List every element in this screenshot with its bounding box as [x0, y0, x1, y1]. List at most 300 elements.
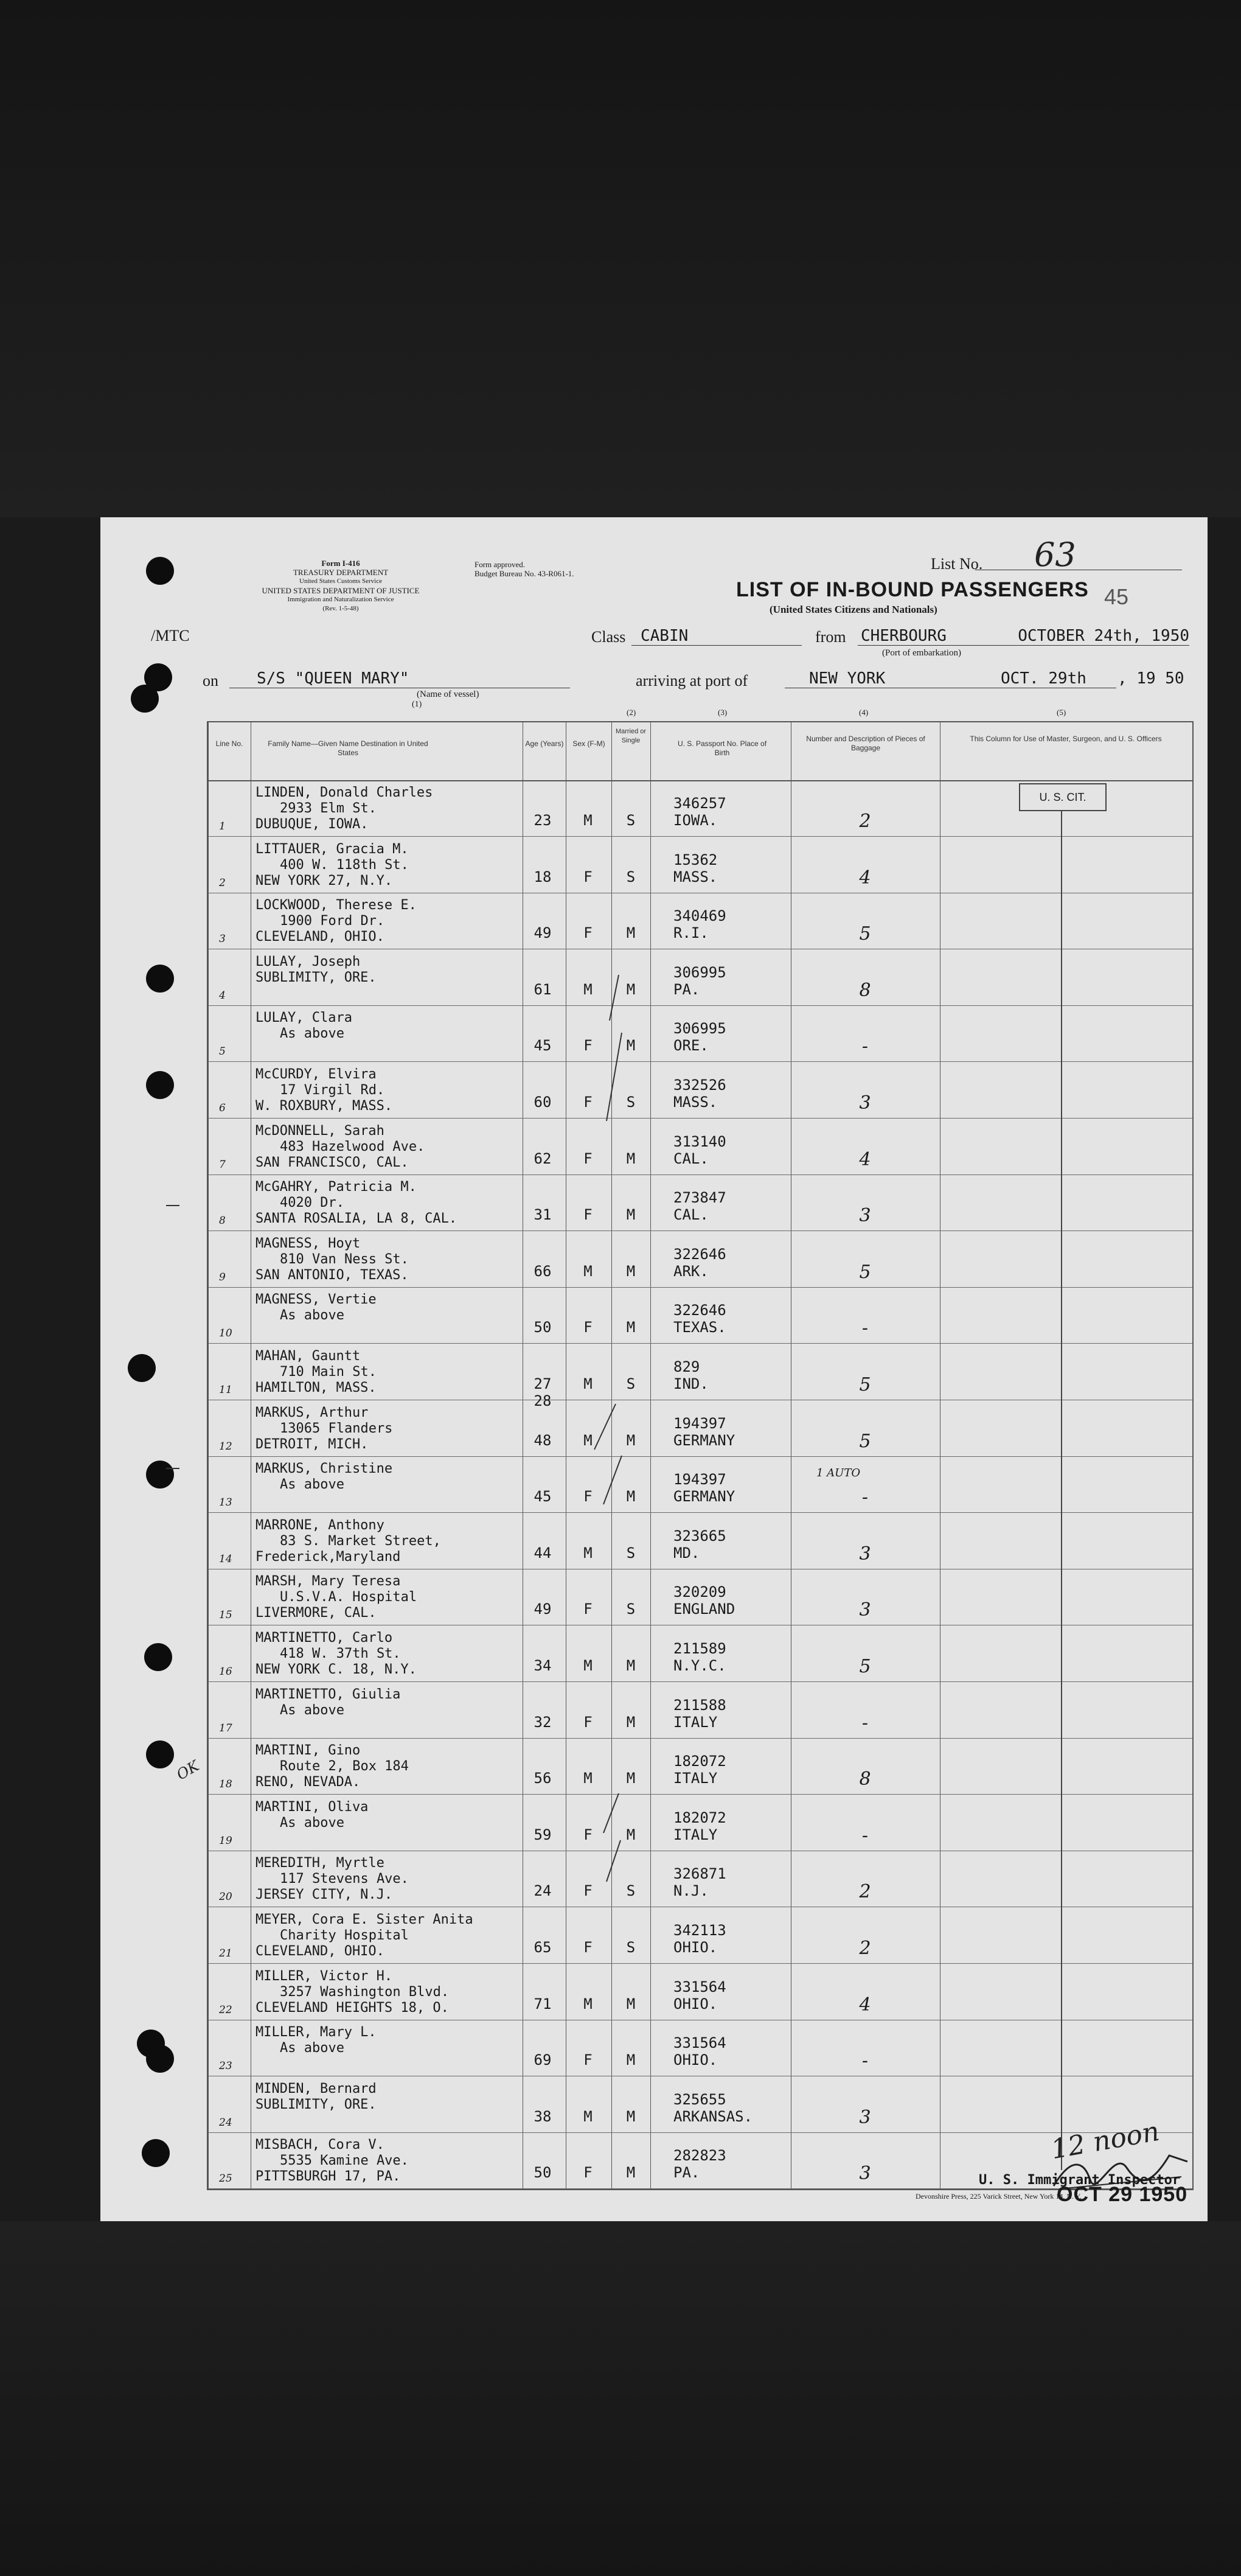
passport-number: 326871 [673, 1865, 726, 1883]
passenger-name: LITTAUER, Gracia M. [255, 841, 409, 857]
line-number: 13 [219, 1496, 232, 1509]
passenger-name-cell [255, 2137, 409, 2185]
marital-status: M [626, 1657, 636, 1674]
passport-cell [673, 1922, 726, 1956]
date-stamp: OCT 29 1950 [1057, 2183, 1188, 2206]
age: 32 [534, 1713, 552, 1731]
treasury-dept: TREASURY DEPARTMENT [293, 568, 389, 577]
sex: M [583, 812, 593, 829]
scan-background-bottom [0, 2221, 1241, 2576]
table-row [208, 1907, 1192, 1964]
passenger-name: McGAHRY, Patricia M. [255, 1179, 417, 1195]
place-of-birth: CAL. [673, 1206, 709, 1224]
punch-hole [146, 2045, 174, 2073]
passenger-name: MARRONE, Anthony [255, 1517, 384, 1533]
passenger-name-cell [255, 1687, 400, 1719]
age: 45 [534, 1037, 552, 1055]
place-of-birth: R.I. [673, 924, 709, 942]
approval-line-2: Budget Bureau No. 43-R061-1. [474, 569, 574, 578]
passport-cell [673, 1358, 709, 1392]
address-line-1: 810 Van Ness St. [280, 1251, 409, 1267]
address-line-2: SUBLIMITY, ORE. [255, 2096, 377, 2112]
header-baggage: Number and Description of Pieces of Baggage [806, 735, 925, 752]
sex: F [583, 2051, 593, 2069]
passport-cell [673, 1978, 726, 2012]
passenger-name: LOCKWOOD, Therese E. [255, 898, 417, 913]
line-number: 17 [219, 1722, 232, 1734]
table-row [208, 1400, 1192, 1457]
place-of-birth: ARK. [673, 1262, 709, 1280]
us-cit-stamp [1019, 783, 1107, 811]
line-number: 8 [219, 1215, 226, 1227]
age: 45 [534, 1488, 552, 1506]
place-of-birth: OHIO. [673, 1995, 718, 2012]
address-line-1: 4020 Dr. [280, 1195, 344, 1211]
marital-status: S [626, 1544, 636, 1562]
sex: M [583, 1375, 593, 1392]
address-line-1: 13065 Flanders [280, 1420, 393, 1436]
passport-number: 211589 [673, 1640, 726, 1657]
vessel-text: S/S "QUEEN MARY" [257, 669, 409, 688]
marital-status: S [626, 868, 636, 885]
passenger-name: MAGNESS, Hoyt [255, 1235, 361, 1251]
marital-status: M [626, 2051, 636, 2069]
passenger-name: MILLER, Victor H. [255, 1968, 393, 1984]
passport-cell [673, 1809, 726, 1843]
passenger-name: MAGNESS, Vertie [255, 1292, 377, 1308]
page-title: LIST OF IN-BOUND PASSENGERS [736, 578, 1089, 601]
sex: M [583, 2107, 593, 2125]
sex: M [583, 1431, 593, 1449]
address-line-2: PITTSBURGH 17, PA. [255, 2169, 401, 2185]
passenger-name: McDONNELL, Sarah [255, 1123, 384, 1139]
baggage-pieces: 5 [859, 1656, 871, 1677]
passport-cell [673, 1697, 726, 1731]
table-row [208, 1119, 1192, 1175]
address-line-1: As above [280, 2040, 344, 2056]
embark-date [989, 627, 1189, 646]
baggage-pieces: 2 [859, 1881, 871, 1903]
address-line-1: 5535 Kamine Ave. [280, 2153, 409, 2169]
line-number: 14 [219, 1552, 232, 1565]
age: 38 [534, 2107, 552, 2125]
address-line-2: JERSEY CITY, N.J. [255, 1887, 393, 1903]
vessel-label: (Name of vessel) [417, 689, 479, 699]
sex: F [583, 1882, 593, 1900]
passenger-name-cell [255, 1010, 352, 1042]
passport-number: 194397 [673, 1471, 726, 1489]
table-row [208, 2076, 1192, 2133]
age: 66 [534, 1262, 552, 1280]
passenger-name-cell [255, 1123, 425, 1171]
place-of-birth: N.J. [673, 1882, 709, 1900]
marital-status: S [626, 1600, 636, 1618]
passport-cell [673, 1583, 735, 1618]
address-line-2: CLEVELAND, OHIO. [255, 1944, 384, 1959]
sex: M [583, 980, 593, 998]
col-2-mark: (2) [627, 708, 636, 717]
marital-status: S [626, 1939, 636, 1956]
line-number: 9 [219, 1271, 226, 1283]
age: 71 [534, 1995, 552, 2012]
passport-number: 320209 [673, 1583, 726, 1601]
sex: M [583, 1262, 593, 1280]
address-line-1: 117 Stevens Ave. [280, 1871, 409, 1887]
address-line-1: 1900 Ford Dr. [280, 913, 385, 929]
line-number: 20 [219, 1891, 232, 1904]
address-line-1: 2933 Elm St. [280, 801, 377, 816]
address-line-2: HAMILTON, MASS. [255, 1380, 377, 1395]
baggage-pieces: 3 [859, 2106, 871, 2128]
address-line-1: As above [280, 1815, 344, 1831]
passenger-name-cell [255, 1630, 417, 1678]
passenger-name-cell [255, 1518, 441, 1565]
marital-status: M [626, 1262, 636, 1280]
col-1-mark: (1) [412, 700, 422, 709]
header-passport: U. S. Passport No. Place of Birth [677, 739, 767, 757]
table-row [208, 1456, 1192, 1513]
passport-number: 323665 [673, 1527, 726, 1545]
table-row [208, 1062, 1192, 1119]
header-line-no: Line No. [215, 739, 243, 748]
sex: F [583, 1488, 593, 1506]
punch-hole [146, 965, 174, 993]
col-4-mark: (4) [859, 708, 869, 717]
address-line-2: SAN FRANCISCO, CAL. [255, 1154, 409, 1170]
class-label: Class [591, 628, 626, 646]
passport-number: 273847 [673, 1189, 726, 1207]
address-line-2: NEW YORK 27, N.Y. [255, 873, 393, 888]
justice-dept: UNITED STATES DEPARTMENT OF JUSTICE [262, 586, 420, 595]
marital-status: M [626, 1713, 636, 1731]
place-of-birth: IOWA. [673, 812, 718, 829]
passport-cell [673, 2034, 726, 2068]
us-cit-line [1061, 810, 1062, 2170]
baggage-pieces: 3 [859, 1205, 871, 1227]
on-label: on [203, 672, 218, 689]
passenger-name-cell [255, 1912, 473, 1960]
customs-service: United States Customs Service [299, 578, 382, 585]
passport-number: 322646 [673, 1302, 726, 1319]
line-number: 21 [219, 1947, 232, 1960]
marital-status: M [626, 1206, 636, 1224]
passenger-name: McCURDY, Elvira [255, 1067, 377, 1082]
marital-status: M [626, 1770, 636, 1787]
marital-status: M [626, 1488, 636, 1506]
place-of-birth: GERMANY [673, 1431, 735, 1449]
baggage-pieces: 5 [859, 1261, 871, 1283]
sex: M [583, 1657, 593, 1674]
printer-credit: Devonshire Press, 225 Varick Street, New York 14, N. Y. [916, 2192, 1082, 2201]
marital-status: M [626, 1319, 636, 1336]
passenger-name-cell [255, 2081, 377, 2113]
place-of-birth: CAL. [673, 1150, 709, 1167]
passport-cell [673, 1077, 726, 1111]
passport-cell [673, 1753, 726, 1787]
baggage-pieces: - [861, 1318, 869, 1339]
passenger-name-cell [255, 2025, 377, 2056]
age: 23 [534, 812, 552, 829]
marital-status: M [626, 1431, 636, 1449]
age: 50 [534, 2164, 552, 2182]
passenger-name: MARTINI, Gino [255, 1743, 361, 1759]
sex: F [583, 1094, 593, 1111]
address-line-2: CLEVELAND HEIGHTS 18, O. [255, 2000, 449, 2016]
margin-dash [166, 1205, 179, 1206]
page-number-stamp: 45 [1104, 584, 1129, 609]
vessel-name [229, 669, 570, 688]
address-line-2: CLEVELAND, OHIO. [255, 929, 384, 945]
passport-number: 211588 [673, 1696, 726, 1714]
passport-number: 182072 [673, 1809, 726, 1826]
punch-hole [131, 685, 159, 713]
line-number: 23 [219, 2060, 232, 2073]
address-line-1: As above [280, 1702, 344, 1718]
sex: F [583, 1600, 593, 1618]
marital-status: M [626, 1826, 636, 1843]
ins-service: Immigration and Naturalization Service [287, 596, 394, 603]
table-row [208, 1964, 1192, 2020]
margin-note: OK [173, 1757, 203, 1784]
passenger-name-cell [255, 1349, 377, 1396]
form-identification [249, 559, 432, 613]
place-of-birth: GERMANY [673, 1488, 735, 1506]
approval-line-1: Form approved. [474, 560, 526, 569]
address-line-1: As above [280, 1308, 344, 1324]
baggage-pieces: 4 [859, 1148, 871, 1170]
check-mark-lulay [591, 972, 640, 1124]
passport-number: 306995 [673, 1020, 726, 1038]
from-label: from [815, 628, 846, 646]
line-number: 25 [219, 2173, 232, 2185]
address-line-1: As above [280, 1026, 344, 1042]
passport-cell [673, 1020, 726, 1054]
address-line-1: 483 Hazelwood Ave. [280, 1139, 425, 1154]
baggage-pieces: 2 [859, 811, 871, 832]
baggage-pieces: 8 [859, 1768, 871, 1790]
age: 50 [534, 1319, 552, 1336]
sex: F [583, 1939, 593, 1956]
passenger-name-cell [255, 1855, 409, 1903]
embark-label: (Port of embarkation) [882, 648, 961, 658]
address-line-1: 3257 Washington Blvd. [280, 1984, 450, 2000]
passport-number: 340469 [673, 907, 726, 925]
passport-number: 194397 [673, 1414, 726, 1432]
sex: M [583, 1770, 593, 1787]
passenger-name-cell [255, 842, 409, 889]
header-sex: Sex (F-M) [572, 739, 605, 748]
passport-cell [673, 2147, 726, 2181]
sex: M [583, 1544, 593, 1562]
passenger-name: MARSH, Mary Teresa [255, 1574, 401, 1590]
baggage-pieces: 8 [859, 979, 871, 1001]
passport-number: 332526 [673, 1077, 726, 1094]
place-of-birth: IND. [673, 1375, 709, 1392]
baggage-pieces: 2 [859, 1938, 871, 1959]
arriving-label: arriving at port of [636, 672, 748, 689]
header-name: Family Name—Given Name Destination in United States [268, 739, 428, 757]
passenger-name-cell [255, 1969, 449, 2016]
age: 59 [534, 1826, 552, 1843]
marital-status: M [626, 2164, 636, 2182]
address-line-2: DETROIT, MICH. [255, 1436, 369, 1452]
line-number: 15 [219, 1609, 232, 1622]
place-of-birth: TEXAS. [673, 1319, 726, 1336]
passport-number: 306995 [673, 963, 726, 981]
header-age: Age (Years) [525, 739, 564, 748]
baggage-pieces: - [861, 1824, 869, 1846]
line-number: 2 [219, 876, 226, 889]
marital-status: M [626, 1150, 636, 1167]
us-cit-text: U. S. CIT. [1039, 791, 1086, 803]
address-line-1: U.S.V.A. Hospital [280, 1590, 417, 1605]
age: 49 [534, 1600, 552, 1618]
col-3-mark: (3) [718, 708, 728, 717]
passport-cell [673, 2091, 753, 2125]
passenger-name: LULAY, Joseph [255, 954, 361, 969]
form-revision: (Rev. 1-5-48) [322, 605, 359, 612]
passport-cell [673, 964, 726, 998]
line-number: 6 [219, 1102, 226, 1114]
passport-number: 313140 [673, 1133, 726, 1150]
baggage-pieces: 5 [859, 923, 871, 945]
age: 48 [534, 1431, 552, 1449]
address-line-1: 17 Virgil Rd. [280, 1083, 385, 1098]
list-number-label: List No. [931, 555, 983, 573]
address-line-1: As above [280, 1477, 344, 1493]
passenger-name-cell [255, 1405, 392, 1453]
punch-hole [142, 2139, 170, 2167]
table-row [208, 1344, 1192, 1409]
age: 61 [534, 980, 552, 998]
passport-cell [673, 907, 726, 941]
passenger-name: MARTINI, Oliva [255, 1799, 369, 1815]
passport-cell [673, 795, 726, 829]
pencil-note: 1 AUTO [816, 1467, 861, 1479]
passenger-name: MEREDITH, Myrtle [255, 1855, 384, 1871]
address-line-1: Route 2, Box 184 [280, 1759, 409, 1775]
passenger-name-cell [255, 785, 433, 832]
passenger-name: MAHAN, Gauntt [255, 1349, 361, 1364]
passport-cell [673, 1471, 735, 1505]
table-row [208, 893, 1192, 949]
age: 56 [534, 1770, 552, 1787]
table-row [208, 1682, 1192, 1739]
baggage-pieces: 4 [859, 867, 871, 888]
passenger-name-cell [255, 1067, 392, 1114]
address-line-1: 710 Main St. [280, 1364, 377, 1380]
table-row [208, 1795, 1192, 1851]
margin-code: /MTC [151, 627, 190, 644]
line-number: 4 [219, 989, 226, 1002]
line-number: 5 [219, 1045, 226, 1058]
passenger-manifest-page [100, 517, 1208, 2221]
address-line-2: SUBLIMITY, ORE. [255, 969, 377, 985]
baggage-pieces: - [861, 1036, 869, 1058]
class-text: CABIN [641, 627, 689, 645]
address-line-2: LIVERMORE, CAL. [255, 1605, 377, 1621]
table-row [208, 1175, 1192, 1231]
marital-status: S [626, 1094, 636, 1111]
check-mark-martini [585, 1790, 634, 1888]
age: 60 [534, 1094, 552, 1111]
line-number: 24 [219, 2116, 232, 2129]
age: 49 [534, 924, 552, 942]
marital-status: S [626, 1375, 636, 1392]
passenger-name: MARKUS, Arthur [255, 1405, 369, 1420]
arrival-year: , 19 50 [1118, 669, 1184, 688]
sex: F [583, 924, 593, 942]
punch-hole [144, 1643, 172, 1671]
place-of-birth: PA. [673, 980, 700, 998]
address-line-2: NEW YORK C. 18, N.Y. [255, 1662, 417, 1677]
passenger-name: LULAY, Clara [255, 1010, 352, 1026]
address-line-1: 418 W. 37th St. [280, 1646, 401, 1661]
marital-status: M [626, 1995, 636, 2012]
place-of-birth: N.Y.C. [673, 1657, 726, 1674]
punch-hole [146, 1461, 174, 1489]
line-number: 7 [219, 1158, 226, 1171]
marital-status: M [626, 2107, 636, 2125]
passport-cell [673, 1527, 726, 1562]
passenger-name-cell [255, 954, 377, 986]
passport-number: 331564 [673, 2034, 726, 2052]
place-of-birth: OHIO. [673, 1939, 718, 1956]
sex: F [583, 868, 593, 885]
passport-cell [673, 1246, 726, 1280]
table-row [208, 837, 1192, 893]
sex: F [583, 1150, 593, 1167]
baggage-pieces: 3 [859, 1543, 871, 1565]
line-number: 11 [219, 1384, 232, 1396]
list-number-value: 63 [1034, 536, 1076, 574]
baggage-pieces: 4 [859, 1994, 871, 2016]
place-of-birth: MASS. [673, 1094, 718, 1111]
passenger-name-cell [255, 1574, 417, 1621]
place-of-birth: ENGLAND [673, 1600, 735, 1618]
sex: F [583, 1319, 593, 1336]
punch-hole [128, 1354, 156, 1382]
punch-hole [146, 557, 174, 585]
passenger-name: MARTINETTO, Carlo [255, 1630, 393, 1646]
passenger-name: MILLER, Mary L. [255, 2025, 377, 2040]
passport-number: 342113 [673, 1922, 726, 1939]
line-number: 3 [219, 933, 226, 946]
line-number: 1 [219, 820, 226, 832]
place-of-birth: PA. [673, 2164, 700, 2182]
place-of-birth: OHIO. [673, 2051, 718, 2069]
table-row [208, 1287, 1192, 1344]
passenger-name: MISBACH, Cora V. [255, 2137, 384, 2153]
table-row [208, 949, 1192, 1006]
marital-status: S [626, 1882, 636, 1900]
address-line-2: SAN ANTONIO, TEXAS. [255, 1267, 409, 1283]
baggage-pieces: - [861, 1712, 869, 1734]
passport-cell [673, 851, 717, 885]
check-mark-markus [579, 1401, 634, 1510]
table-row [208, 1005, 1192, 1062]
passenger-name-cell [255, 1179, 457, 1227]
passport-number: 282823 [673, 2147, 726, 2165]
passport-number: 182072 [673, 1753, 726, 1770]
passport-cell [673, 1189, 726, 1223]
passport-cell [673, 1865, 726, 1899]
passport-number: 331564 [673, 1978, 726, 1995]
passenger-name-cell [255, 1799, 368, 1831]
passport-number: 325655 [673, 2090, 726, 2108]
passenger-name-cell [255, 898, 417, 945]
handwritten-time: 12 noon [1048, 2115, 1162, 2166]
